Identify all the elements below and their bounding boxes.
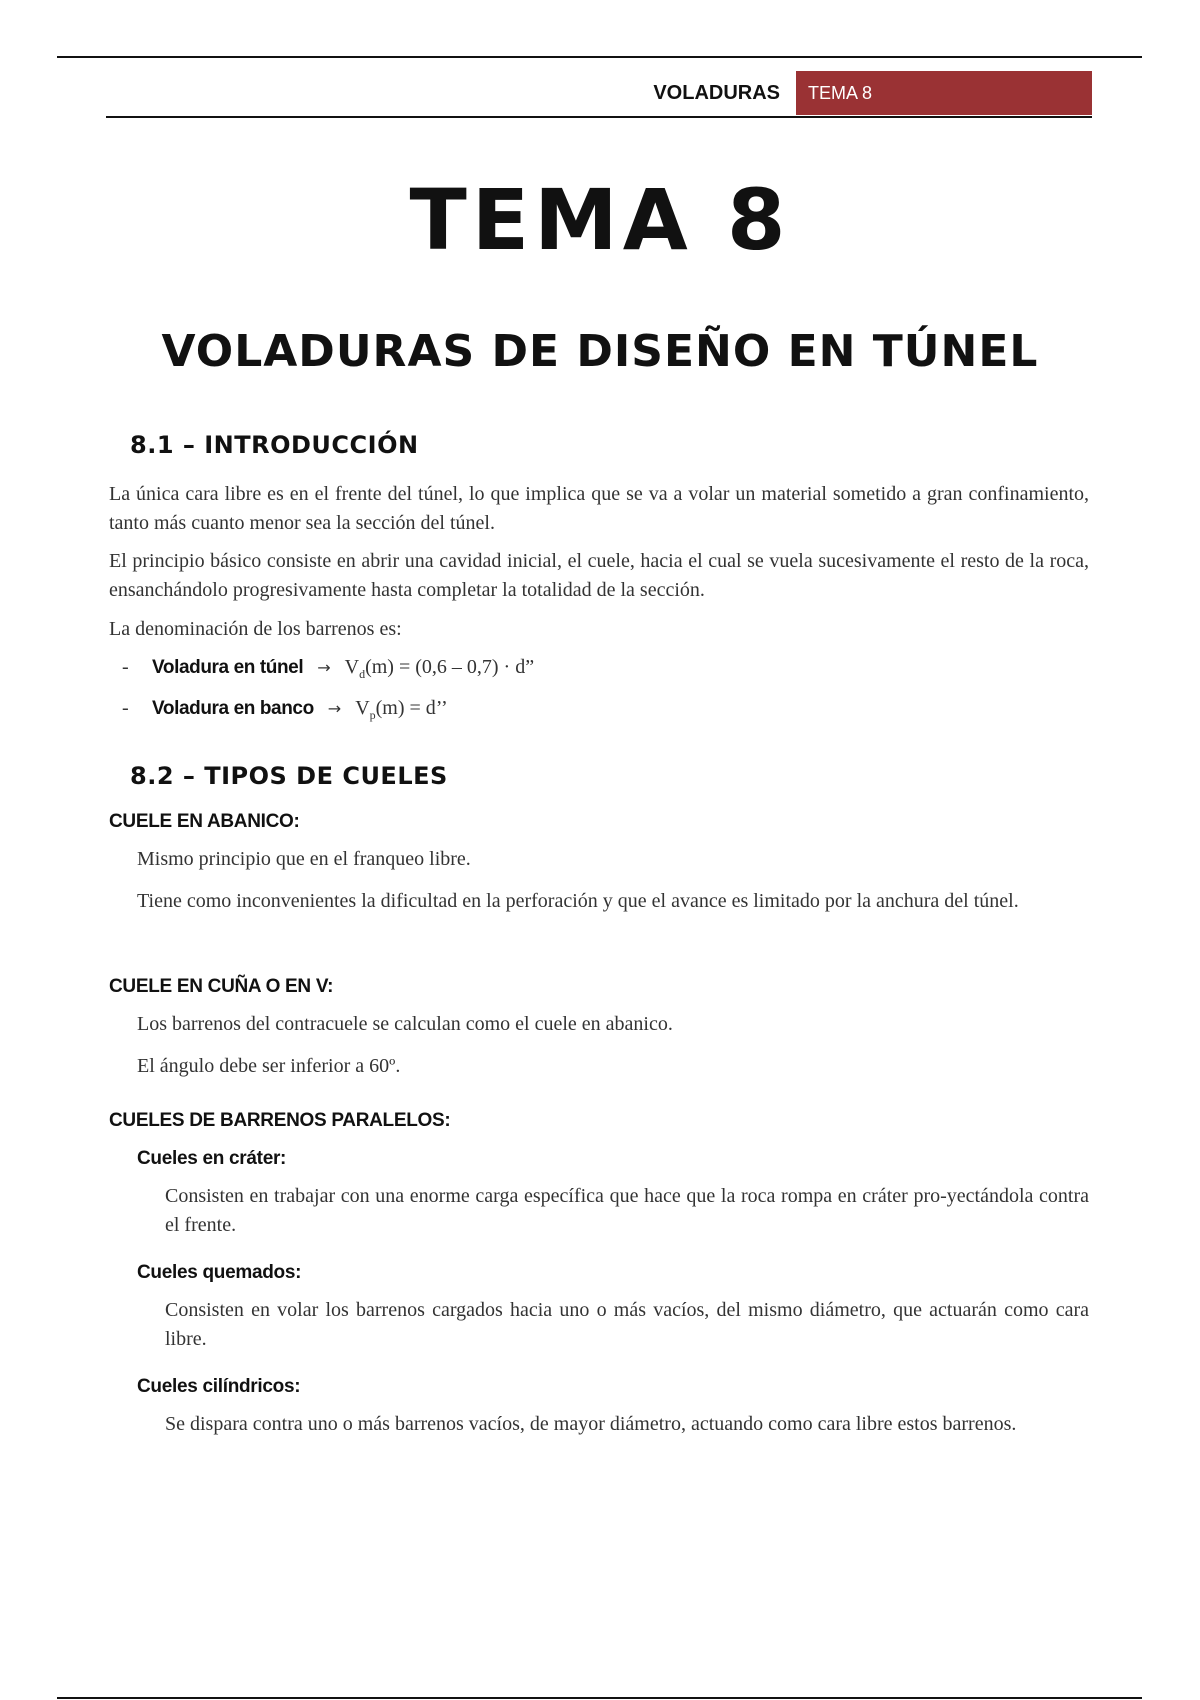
top-rule: [57, 56, 1142, 58]
formula-subscript: p: [369, 708, 376, 722]
formula-var: V: [355, 697, 370, 719]
arrow-icon: →: [327, 699, 342, 718]
formula-rest: (m) = d’’: [375, 697, 448, 719]
formula-subscript: d: [359, 667, 366, 681]
formula: [355, 697, 447, 723]
cuna-paragraph-2: El ángulo debe ser inferior a 60º.: [137, 1055, 401, 1077]
subheading-cuele-abanico: CUELE EN ABANICO:: [109, 811, 300, 832]
subheading-cueles-paralelos: CUELES DE BARRENOS PARALELOS:: [109, 1110, 451, 1131]
abanico-paragraph-1: Mismo principio que en el franqueo libre.: [137, 848, 471, 870]
section-heading-tipos-cueles: 8.2 – TIPOS DE CUELES: [130, 762, 448, 790]
subheading-cuele-cuna: CUELE EN CUÑA O EN V:: [109, 976, 334, 997]
header-section: VOLADURAS: [653, 82, 780, 104]
cilindricos-paragraph: Se dispara contra uno o más barrenos vacíos, de mayor diámetro, actuando como cara libre estos barrenos.: [165, 1413, 1017, 1435]
bullet-label: Voladura en túnel: [152, 657, 304, 678]
bullet-voladura-tunel: [122, 656, 534, 682]
quemados-paragraph: Consisten en volar los barrenos cargados hacia uno o más vacíos, del mismo diámetro, que actuarán como cara libre.: [165, 1299, 1089, 1350]
cuna-paragraph-1: Los barrenos del contracuele se calculan como el cuele en abanico.: [137, 1013, 673, 1035]
bullet-voladura-banco: [122, 697, 448, 723]
abanico-paragraph-2: Tiene como inconvenientes la dificultad en la perforación y que el avance es limitado por la anchura del túnel.: [137, 890, 1019, 912]
page-header: [106, 70, 1092, 118]
bullet-dash: -: [122, 656, 129, 678]
page-subtitle: VOLADURAS DE DISEÑO EN TÚNEL: [161, 326, 1039, 377]
intro-paragraph-1: La única cara libre es en el frente del túnel, lo que implica que se va a volar un material sometido a gran confinamiento, tanto más cuanto menor sea la sección del túnel.: [109, 483, 1089, 534]
page-title: TEMA 8: [409, 171, 791, 269]
header-tag-label: TEMA 8: [808, 83, 873, 103]
subheading-cueles-crater: Cueles en cráter:: [137, 1148, 287, 1169]
intro-paragraph-3: La denominación de los barrenos es:: [109, 618, 402, 640]
arrow-icon: →: [317, 658, 331, 677]
header-tag: [796, 71, 1092, 115]
bullet-dash: -: [122, 697, 129, 719]
intro-paragraph-2: El principio básico consiste en abrir una cavidad inicial, el cuele, hacia el cual se vuela sucesivamente el resto de la roca, ensanchándolo progresivamente hasta completar la totalidad de la sección.: [109, 550, 1089, 601]
subheading-cueles-cilindricos: Cueles cilíndricos:: [137, 1376, 301, 1397]
section-heading-introduccion: 8.1 – INTRODUCCIÓN: [130, 431, 419, 459]
subheading-cueles-quemados: Cueles quemados:: [137, 1262, 302, 1283]
bottom-rule: [57, 1697, 1142, 1699]
formula-rest: (m) = (0,6 – 0,7) · d”: [365, 656, 535, 678]
crater-paragraph: Consisten en trabajar con una enorme carga específica que hace que la roca rompa en cráter pro-yectándola contra el frente.: [165, 1185, 1089, 1236]
formula-var: V: [344, 656, 360, 678]
formula: [345, 656, 534, 682]
bullet-label: Voladura en banco: [152, 698, 314, 719]
